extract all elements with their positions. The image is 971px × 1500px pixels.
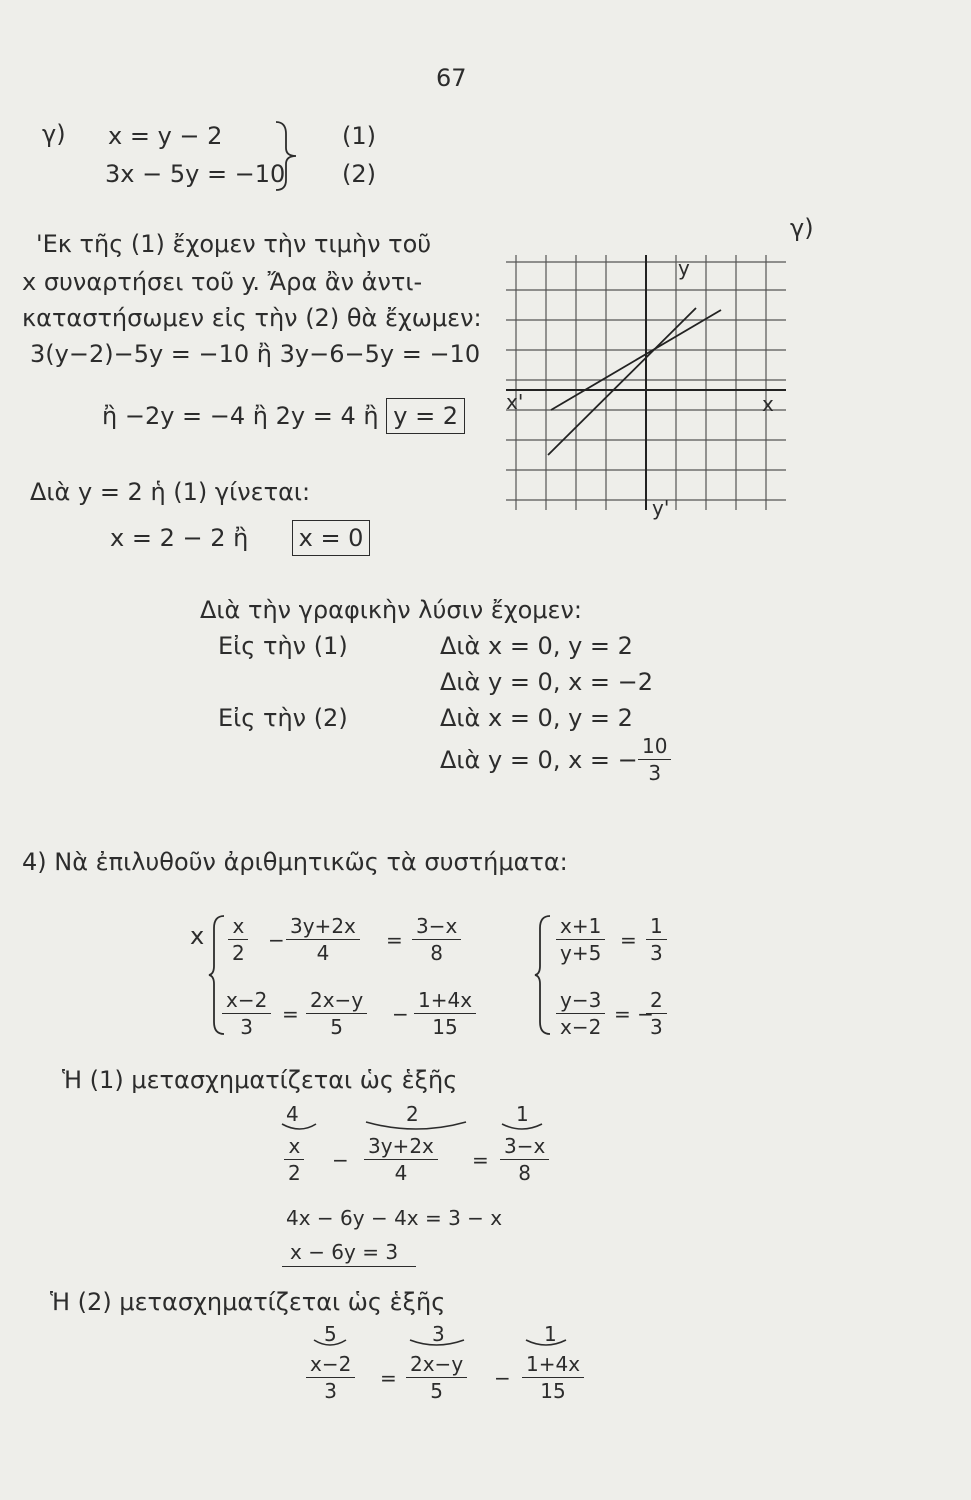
s1-frac-3x-8: $\frac{3-x}{8}$ <box>412 916 461 963</box>
substitution-line: Διὰ y = 2 ἡ (1) γίνεται: <box>30 478 311 506</box>
t1-multiplier-2: 2 <box>406 1102 419 1126</box>
step-two-text: ἢ −2y = −4 ἢ 2y = 4 ἢ <box>102 402 379 430</box>
system-equation-2: 3x − 5y = −10 <box>105 160 286 188</box>
s2-frac-2-3: $\frac{2}{3}$ <box>646 990 667 1037</box>
graphic-row-2: Διὰ y = 0, x = −2 <box>440 668 654 696</box>
t1-multiplier-3: 1 <box>516 1102 529 1126</box>
t1-equals: = <box>472 1148 489 1172</box>
text-line-1: 'Εκ τῆς (1) ἔχομεν τὴν τιμὴν τοῦ <box>36 230 432 258</box>
system-brace <box>272 118 300 194</box>
x-step-text: x = 2 − 2 ἢ <box>110 524 249 552</box>
s1-equals-1: = <box>386 928 403 952</box>
t1-frac-c: $\frac{3-x}{8}$ <box>500 1136 549 1183</box>
t2-frac-c: $\frac{1+4x}{15}$ <box>522 1354 584 1401</box>
s2-frac-y3-x2: $\frac{y-3}{x-2}$ <box>556 990 605 1037</box>
graphic-row-4: Διὰ y = 0, x = − <box>440 746 638 774</box>
t1-multiplier-1: 4 <box>286 1102 299 1126</box>
s1-frac-x2-3: $\frac{x-2}{3}$ <box>222 990 271 1037</box>
result-x-box: x = 0 <box>292 520 371 556</box>
s1-frac-14x-15: $\frac{1+4x}{15}$ <box>414 990 476 1037</box>
result-y-box: y = 2 <box>386 398 465 434</box>
t1-result-line-2: x − 6y = 3 <box>290 1240 399 1264</box>
t2-multiplier-3: 1 <box>544 1322 557 1346</box>
system-2-brace <box>534 912 554 1038</box>
axis-x-label: x <box>762 392 774 416</box>
equation-tag-2: (2) <box>342 160 376 188</box>
t2-multiplier-2: 3 <box>432 1322 445 1346</box>
s1-minus-1: − <box>268 928 285 952</box>
t1-frac-a: $\frac{x}{2}$ <box>284 1136 305 1183</box>
axis-y-label: y <box>678 256 690 280</box>
page-number: 67 <box>436 64 467 92</box>
transform-1-text: Ἡ (1) μετασχηματίζεται ὡς ἑξῆς <box>62 1066 458 1094</box>
text-line-3: καταστήσωμεν εἰς τὴν (2) θὰ ἔχωμεν: <box>22 304 482 332</box>
graphic-row-1: Διὰ x = 0, y = 2 <box>440 632 633 660</box>
part-c-label: γ) <box>42 120 66 148</box>
axis-x-negative-label: x' <box>506 390 524 414</box>
t2-minus: − <box>494 1366 511 1390</box>
transform-2-text: Ἡ (2) μετασχηματίζεται ὡς ἑξῆς <box>50 1288 446 1316</box>
step-two-line <box>102 404 465 428</box>
graphic-eq2-label: Εἰς τὴν (2) <box>218 704 348 732</box>
solution-graph <box>496 250 796 520</box>
s2-frac-1-3: $\frac{1}{3}$ <box>646 916 667 963</box>
t1-minus: − <box>332 1148 349 1172</box>
exercise-4-heading: 4) Νὰ ἐπιλυθοῦν ἀριθμητικῶς τὰ συστήματα: <box>22 848 568 876</box>
s2-frac-x1-y5: $\frac{x+1}{y+5}$ <box>556 916 605 963</box>
t1-result-line-1: 4x − 6y − 4x = 3 − x <box>286 1206 503 1230</box>
s1-frac-3y2x-4: $\frac{3y+2x}{4}$ <box>286 916 360 963</box>
s1-frac-x-2: $\frac{x}{2}$ <box>228 916 249 963</box>
system-equation-1: x = y − 2 <box>108 122 223 150</box>
axis-y-negative-label: y' <box>652 496 670 520</box>
s1-equals-2: = <box>282 1002 299 1026</box>
graphic-eq1-label: Εἰς τὴν (1) <box>218 632 348 660</box>
fraction-minus-ten-thirds: $\frac{10}{3}$ <box>638 736 671 783</box>
x-step-line <box>110 526 370 550</box>
s1-frac-2xy-5: $\frac{2x-y}{5}$ <box>306 990 367 1037</box>
text-line-2: x συναρτήσει τοῦ y. Ἄρα ἂν ἀντι- <box>22 268 423 296</box>
t2-frac-b: $\frac{2x-y}{5}$ <box>406 1354 467 1401</box>
t2-frac-a: $\frac{x-2}{3}$ <box>306 1354 355 1401</box>
t1-result-underline <box>282 1266 416 1267</box>
graphic-row-3: Διὰ x = 0, y = 2 <box>440 704 633 732</box>
system-1-label: x <box>190 922 205 950</box>
t1-frac-b: $\frac{3y+2x}{4}$ <box>364 1136 438 1183</box>
graph-label: γ) <box>790 214 814 242</box>
s2-equals-1: = <box>620 928 637 952</box>
graphic-intro: Διὰ τὴν γραφικὴν λύσιν ἔχομεν: <box>200 596 582 624</box>
s1-minus-2: − <box>392 1002 409 1026</box>
s2-equals-2: = − <box>614 1002 654 1026</box>
text-line-4: 3(y−2)−5y = −10 ἢ 3y−6−5y = −10 <box>30 340 481 368</box>
equation-tag-1: (1) <box>342 122 376 150</box>
t2-equals: = <box>380 1366 397 1390</box>
t2-multiplier-1: 5 <box>324 1322 337 1346</box>
t2-multiplier-arcs <box>310 1336 590 1352</box>
